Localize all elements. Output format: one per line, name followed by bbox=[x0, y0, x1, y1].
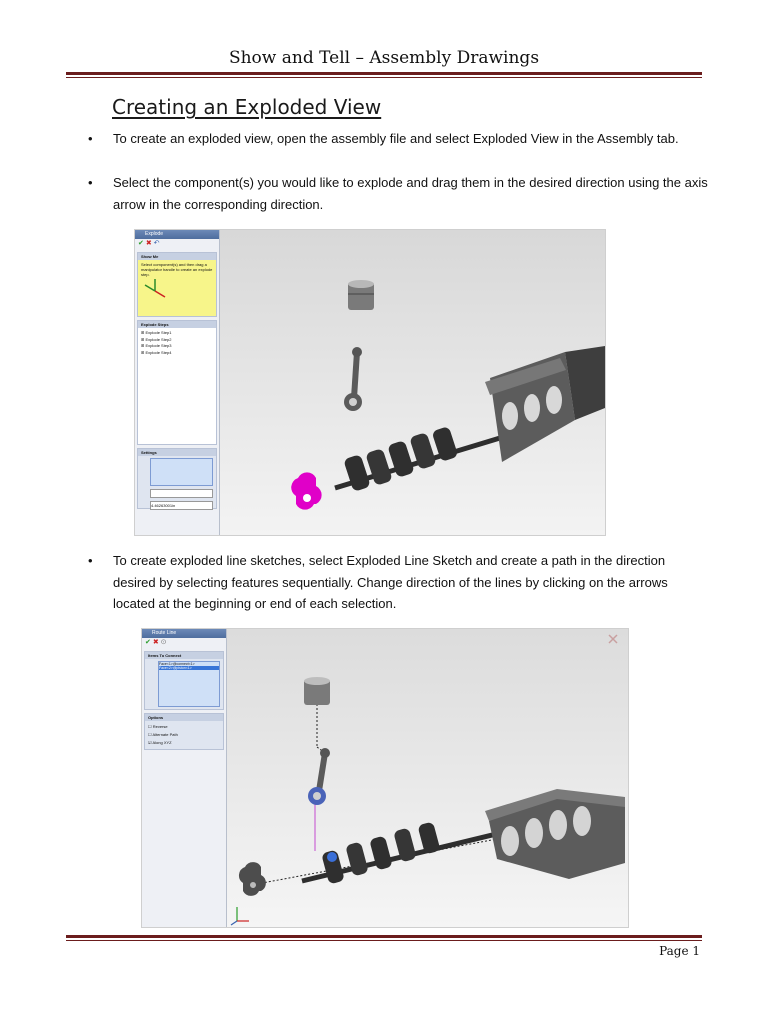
undo-icon[interactable]: ↶ bbox=[153, 240, 160, 247]
cancel-icon[interactable]: ✖ bbox=[152, 639, 159, 646]
panel-actions bbox=[135, 239, 219, 249]
direction-field[interactable] bbox=[150, 489, 213, 498]
panel-actions bbox=[142, 638, 226, 648]
panel-title: Route Line bbox=[142, 629, 226, 638]
exploded-line-sketch-screenshot bbox=[141, 628, 629, 928]
ok-icon[interactable]: ✔ bbox=[145, 639, 151, 646]
page-number: Page 1 bbox=[659, 944, 700, 958]
selection-list[interactable] bbox=[158, 661, 220, 707]
property-manager-panel bbox=[142, 629, 227, 927]
pushpin-icon[interactable]: ⊙ bbox=[160, 639, 167, 646]
manipulator-icon bbox=[141, 277, 171, 299]
settings-header: Settings bbox=[138, 449, 216, 456]
header-rule bbox=[66, 72, 702, 78]
exploded-view-screenshot bbox=[134, 229, 606, 536]
bullet-item bbox=[88, 128, 708, 150]
bullet-text: To create exploded line sketches, select Exploded Line Sketch and create a path in the direction desired by selecting features sequentially. Change direction of the lines by clicking on the arrows located at the beginning or end of each selection. bbox=[113, 553, 668, 611]
selection-box[interactable] bbox=[150, 458, 213, 486]
checkbox-icon[interactable]: ☐ bbox=[148, 724, 152, 729]
selection-item[interactable]: Face<1>@connect<1> bbox=[159, 662, 195, 666]
piston-part bbox=[348, 280, 374, 310]
explode-steps-header: Explode Steps bbox=[138, 321, 216, 328]
option-checkbox[interactable]: ☑ Along XYZ bbox=[148, 740, 172, 745]
document-header-title: Show and Tell – Assembly Drawings bbox=[228, 48, 540, 68]
piston-part bbox=[304, 677, 330, 705]
show-me-header: Show Me bbox=[138, 253, 216, 260]
bullet-symbol: • bbox=[88, 131, 93, 146]
settings-section bbox=[137, 448, 217, 509]
option-checkbox[interactable]: ☐ Reverse bbox=[148, 724, 168, 729]
bullet-text: Select the component(s) you would like to explode and drag them in the desired direction using the axis arrow in the corresponding direction. bbox=[113, 175, 708, 212]
bullet-text: To create an exploded view, open the assembly file and select Exploded View in the Assembly tab. bbox=[113, 131, 679, 146]
distance-field[interactable]: 4.46263001in bbox=[150, 501, 213, 510]
property-manager-panel bbox=[135, 230, 220, 535]
show-me-text: Select component(s) and then drag a manipulator handle to create an explode step. bbox=[141, 262, 213, 277]
section-title: Creating an Exploded View bbox=[112, 95, 382, 119]
explode-step-item[interactable]: ⊞ Explode Step1 bbox=[141, 330, 172, 335]
footer-rule bbox=[66, 935, 702, 941]
bullet-symbol: • bbox=[88, 553, 93, 568]
panel-title: Explode bbox=[135, 230, 219, 239]
selection-item[interactable]: Face<2>@piston<1> bbox=[159, 666, 219, 670]
exploded-line-viewport[interactable] bbox=[227, 629, 628, 927]
explode-step-item[interactable]: ⊞ Explode Step4 bbox=[141, 349, 172, 355]
option-checkbox[interactable]: ☐ Alternate Path bbox=[148, 732, 178, 737]
explode-step-item[interactable]: ⊞ Explode Step3 bbox=[141, 343, 172, 348]
options-section bbox=[144, 713, 224, 750]
items-to-connect-section bbox=[144, 651, 224, 710]
bullet-item bbox=[88, 172, 708, 215]
items-to-connect-header: Items To Connect bbox=[145, 652, 223, 659]
bullet-item bbox=[88, 550, 708, 615]
checkbox-icon[interactable]: ☐ bbox=[148, 732, 152, 737]
options-header: Options bbox=[145, 714, 223, 721]
cancel-icon[interactable]: ✖ bbox=[145, 240, 152, 247]
checked-checkbox-icon[interactable]: ☑ bbox=[148, 740, 152, 745]
explode-steps-section bbox=[137, 320, 217, 445]
bullet-symbol: • bbox=[88, 175, 93, 190]
exploded-assembly-viewport[interactable] bbox=[220, 230, 605, 535]
explode-step-item[interactable]: ⊞ Explode Step2 bbox=[141, 336, 172, 342]
ok-icon[interactable]: ✔ bbox=[138, 240, 144, 247]
show-me-section bbox=[137, 252, 217, 317]
